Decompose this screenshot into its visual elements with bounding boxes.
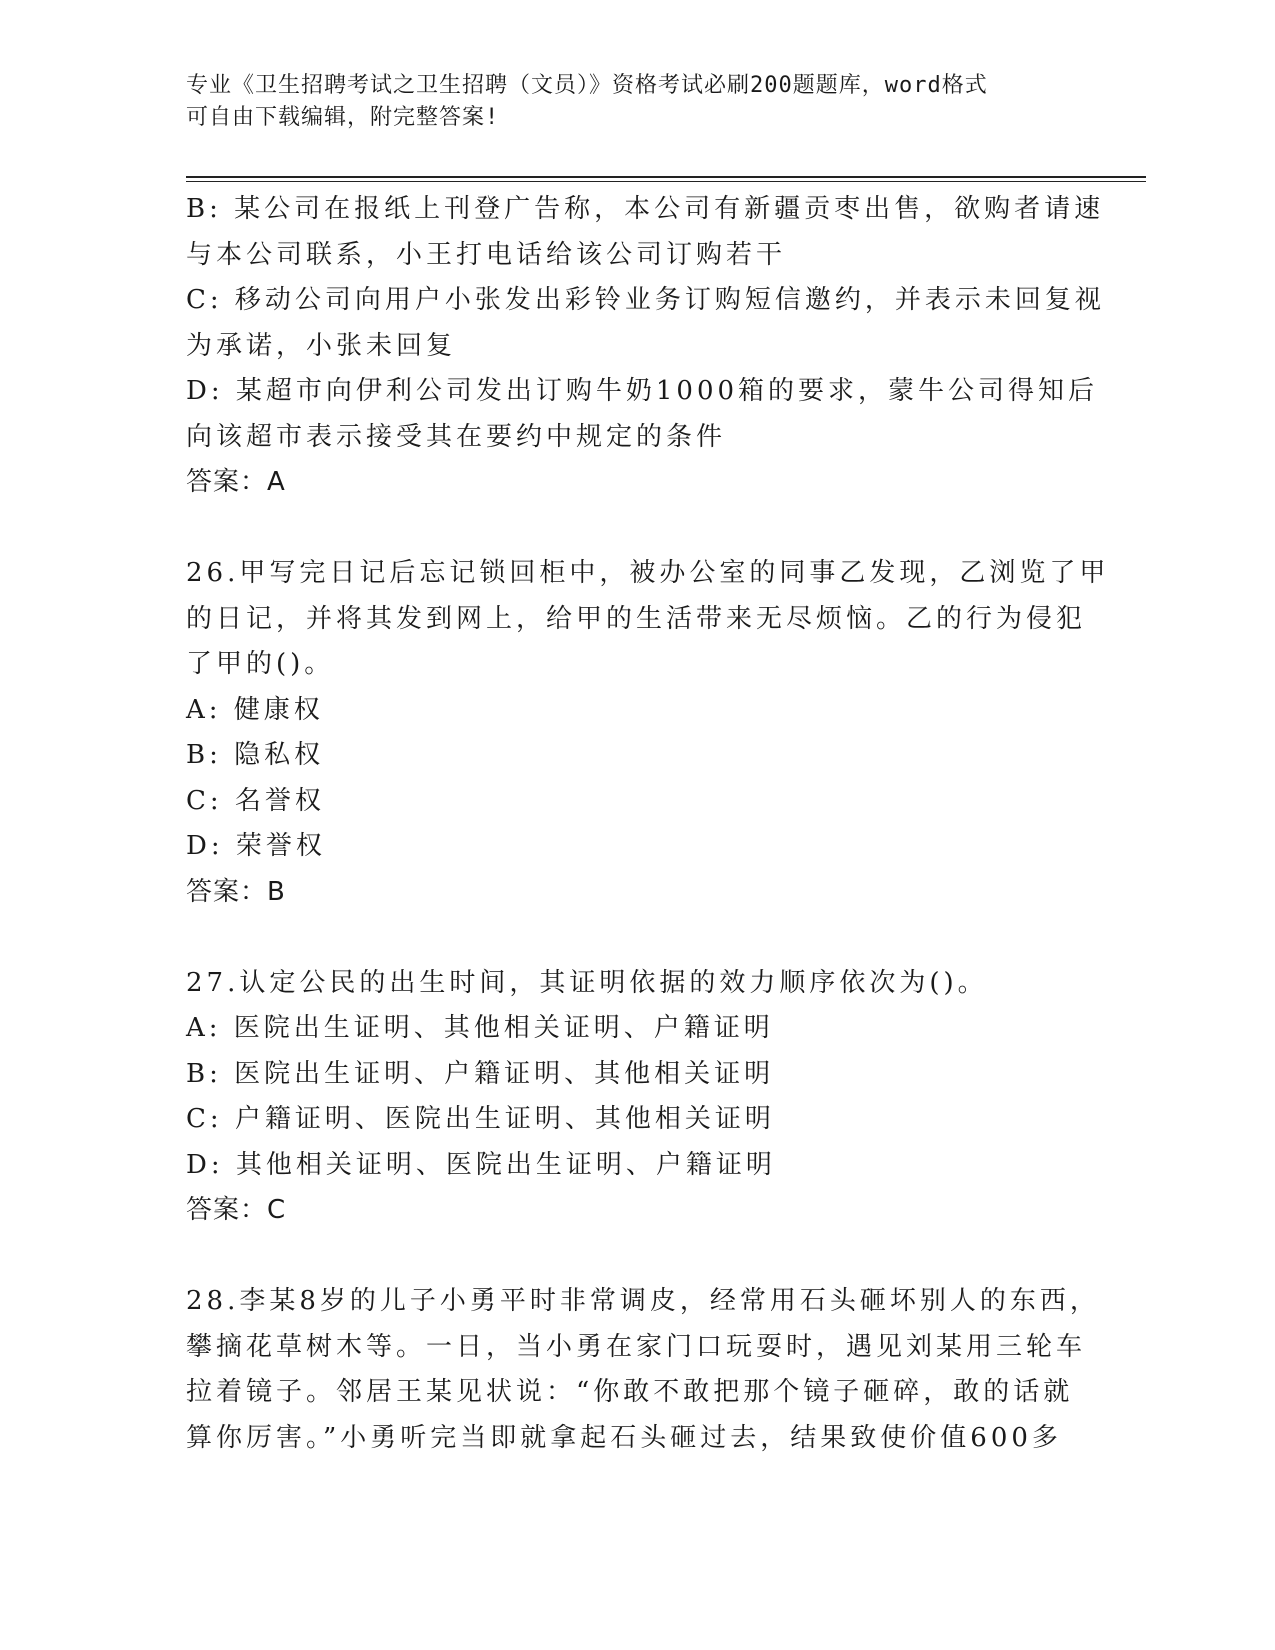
- header-line-2: 可自由下载编辑，附完整答案!: [186, 105, 500, 130]
- option-d-line-2: 向该超市表示接受其在要约中规定的条件: [186, 421, 727, 452]
- document-header: [186, 70, 1066, 134]
- question-stem-line-4: 算你厉害。”小勇听完当即就拿起石头砸过去，结果致使价值600多: [186, 1422, 1062, 1453]
- question-stem-line-1: 26.甲写完日记后忘记锁回柜中，被办公室的同事乙发现，乙浏览了甲: [186, 558, 1110, 588]
- option-b: B: 医院出生证明、户籍证明、其他相关证明: [186, 1058, 775, 1089]
- spacer: [186, 915, 1086, 961]
- option-a: A: 健康权: [186, 694, 324, 725]
- question-content: [186, 187, 1110, 1461]
- question-27: [186, 961, 1086, 1234]
- option-b: B: 隐私权: [186, 740, 325, 770]
- option-d-line-1: D: 某超市向伊利公司发出订购牛奶1000箱的要求，蒙牛公司得知后: [186, 376, 1099, 406]
- option-c: C: 户籍证明、医院出生证明、其他相关证明: [186, 1104, 775, 1134]
- header-rule-thick: [186, 176, 1146, 178]
- spacer: [186, 1234, 1086, 1280]
- question-25: [186, 187, 1105, 506]
- answer-line: 答案：B: [186, 876, 286, 907]
- question-stem-line-3: 了甲的()。: [186, 649, 335, 679]
- question-stem-line-1: 27.认定公民的出生时间，其证明依据的效力顺序依次为()。: [186, 967, 988, 998]
- option-c-line-2: 为承诺，小张未回复: [186, 330, 457, 361]
- option-b-line-2: 与本公司联系，小王打电话给该公司订购若干: [186, 239, 787, 270]
- option-b-line-1: B: 某公司在报纸上刊登广告称，本公司有新疆贡枣出售，欲购者请速: [186, 194, 1105, 224]
- question-stem-line-2: 的日记，并将其发到网上，给甲的生活带来无尽烦恼。乙的行为侵犯: [186, 603, 1087, 634]
- header-rule-thin: [186, 181, 1146, 182]
- answer-line: 答案：C: [186, 1195, 287, 1225]
- option-c-line-1: C: 移动公司向用户小张发出彩铃业务订购短信邀约，并表示未回复视: [186, 285, 1105, 315]
- question-28: [186, 1279, 1100, 1461]
- spacer: [186, 506, 1086, 552]
- option-d: D: 荣誉权: [186, 831, 326, 861]
- option-c: C: 名誉权: [186, 785, 325, 816]
- question-stem-line-1: 28.李某8岁的儿子小勇平时非常调皮，经常用石头砸坏别人的东西，: [186, 1286, 1100, 1316]
- answer-line: 答案：A: [186, 467, 286, 497]
- question-stem-line-3: 拉着镜子。邻居王某见状说：“你敢不敢把那个镜子砸碎，敢的话就: [186, 1377, 1074, 1407]
- question-stem-line-2: 攀摘花草树木等。一日，当小勇在家门口玩耍时，遇见刘某用三轮车: [186, 1331, 1087, 1362]
- question-26: [186, 551, 1110, 915]
- option-d: D: 其他相关证明、医院出生证明、户籍证明: [186, 1149, 776, 1180]
- header-line-1: 专业《卫生招聘考试之卫生招聘（文员）》资格考试必刷200题题库，word格式: [186, 73, 988, 98]
- option-a: A: 医院出生证明、其他相关证明、户籍证明: [186, 1013, 774, 1043]
